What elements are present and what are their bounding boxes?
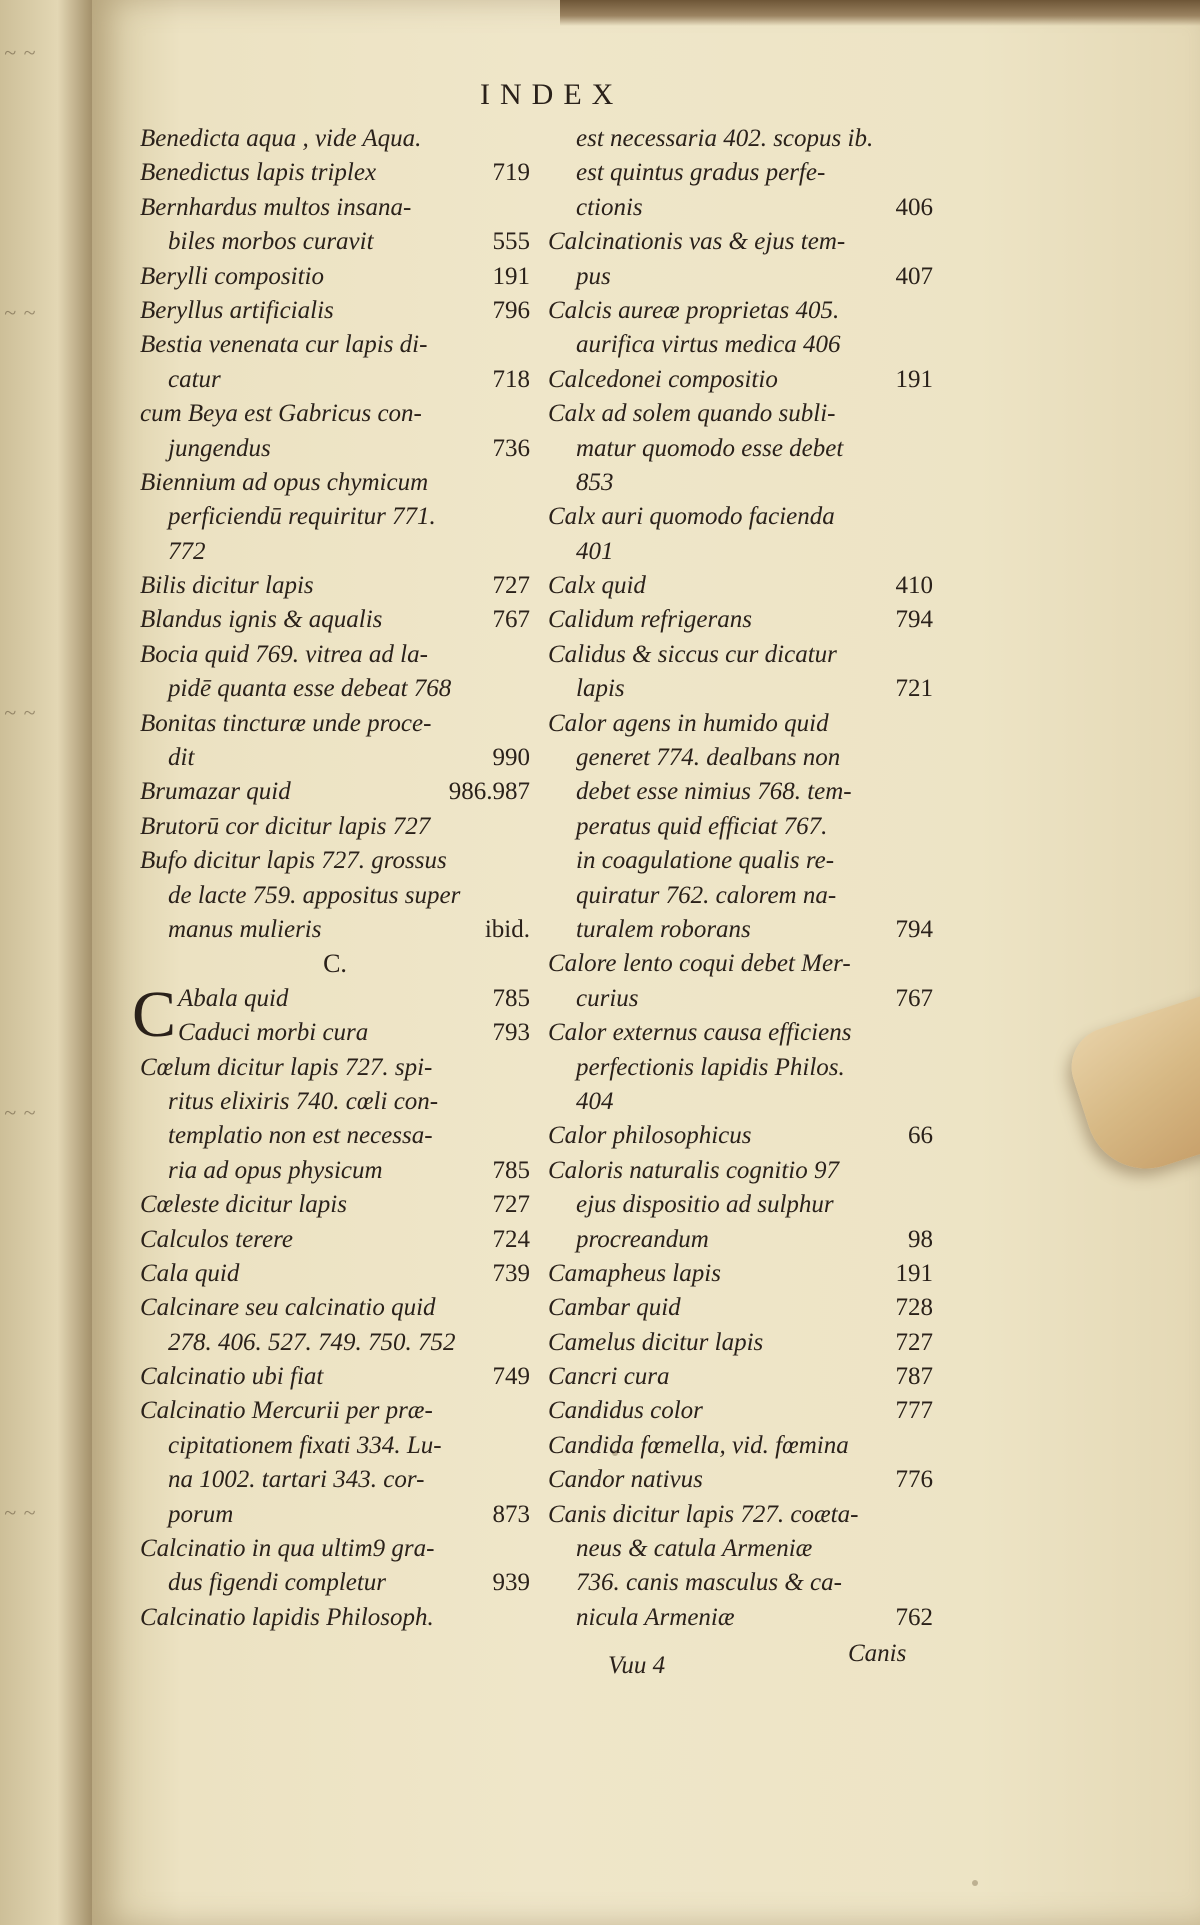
entry-text: Candor nativus	[548, 1466, 703, 1494]
index-entry	[140, 466, 530, 500]
entry-text: Calidus & siccus cur dicatur	[548, 640, 837, 668]
entry-page-number: 787	[895, 1363, 933, 1391]
entry-text: 853	[576, 468, 614, 496]
entry-text: Cœlum dicitur lapis 727. spi-	[140, 1053, 433, 1081]
index-entry	[140, 810, 530, 844]
entry-text: jungendus	[168, 434, 271, 462]
entry-page-number: 749	[492, 1363, 530, 1391]
entry-page-number: 406	[895, 193, 933, 221]
entry-page-number: 739	[492, 1259, 530, 1287]
entry-page-number: 785	[492, 1156, 530, 1184]
paper-spot	[972, 1880, 978, 1886]
entry-text: Blandus ignis & aqualis	[140, 606, 383, 634]
entry-page-number: 728	[895, 1294, 933, 1322]
entry-text: Calcinatio ubi fiat	[140, 1363, 324, 1391]
entry-page-number: 98	[908, 1225, 933, 1253]
index-entry	[548, 432, 933, 466]
entry-text: 772	[168, 537, 206, 565]
index-entry	[548, 1119, 933, 1153]
index-entry	[140, 1532, 530, 1566]
index-entry	[140, 225, 530, 259]
index-entry	[548, 982, 933, 1016]
entry-text: ritus elixiris 740. cœli con-	[168, 1087, 439, 1115]
entry-text: Bernhardus multos insana-	[140, 193, 412, 221]
entry-text: generet 774. dealbans non	[576, 744, 841, 772]
entry-page-number: 794	[895, 915, 933, 943]
entry-page-number: 727	[492, 1191, 530, 1219]
index-entry	[140, 535, 530, 569]
entry-page-number: ibid.	[484, 915, 530, 943]
index-entry	[548, 1188, 933, 1222]
index-entry	[548, 1566, 933, 1600]
index-entry	[548, 672, 933, 706]
index-entry	[140, 1257, 530, 1291]
facing-page-edge	[0, 0, 96, 1925]
entry-text: Bufo dicitur lapis 727. grossus	[140, 847, 447, 875]
entry-page-number: 724	[492, 1225, 530, 1253]
index-entry	[548, 1326, 933, 1360]
index-entry	[140, 1463, 530, 1497]
index-entry	[140, 156, 530, 190]
entry-text: perfectionis lapidis Philos.	[576, 1053, 845, 1081]
entry-page-number: 767	[492, 606, 530, 634]
entry-text: Calx quid	[548, 572, 646, 600]
index-entry	[548, 363, 933, 397]
index-entry	[548, 1154, 933, 1188]
index-column-right	[548, 122, 933, 1635]
index-entry	[548, 1394, 933, 1428]
index-entry	[548, 1429, 933, 1463]
entry-text: Calcinatio lapidis Philosoph.	[140, 1603, 434, 1631]
entry-text: Biennium ad opus chymicum	[140, 468, 429, 496]
entry-text: Calcis aureæ proprietas 405.	[548, 296, 840, 324]
bleed-text: ~ ~	[4, 300, 37, 325]
entry-text: Beryllus artificialis	[140, 296, 334, 324]
entry-text: peratus quid efficiat 767.	[576, 812, 828, 840]
entry-text: dit	[168, 744, 195, 772]
entry-text: turalem roborans	[576, 915, 751, 943]
index-entry	[548, 294, 933, 328]
entry-text: curius	[576, 984, 639, 1012]
index-entry	[548, 603, 933, 637]
drop-cap: C	[132, 977, 177, 1051]
index-entry	[548, 638, 933, 672]
index-entry	[140, 1326, 530, 1360]
index-entry	[140, 397, 530, 431]
bleed-text: ~ ~	[4, 1500, 37, 1525]
entry-text: pus	[576, 262, 611, 290]
entry-text: na 1002. tartari 343. cor-	[168, 1466, 425, 1494]
entry-text: Calore lento coqui debet Mer-	[548, 950, 851, 978]
entry-page-number: 873	[492, 1500, 530, 1528]
index-entry	[548, 844, 933, 878]
index-column-left	[132, 122, 530, 1635]
signature-mark: Vuu 4	[608, 1652, 666, 1679]
index-entry	[548, 1498, 933, 1532]
entry-text: Camelus dicitur lapis	[548, 1328, 764, 1356]
entry-text: Bestia venenata cur lapis di-	[140, 331, 428, 359]
index-entry	[548, 1601, 933, 1635]
entry-text: Calx auri quomodo facienda	[548, 503, 835, 531]
index-entry	[140, 260, 530, 294]
entry-page-number: 66	[908, 1122, 933, 1150]
entry-text: Benedicta aqua , vide Aqua.	[140, 125, 422, 152]
index-entry	[548, 1257, 933, 1291]
entry-text: quiratur 762. calorem na-	[576, 881, 837, 909]
index-entry	[548, 1223, 933, 1257]
entry-text: Candida fœmella, vid. fœmina	[548, 1431, 849, 1459]
page-header: INDEX	[480, 78, 624, 111]
entry-text: Berylli compositio	[140, 262, 324, 290]
entry-text: Bonitas tincturæ unde proce-	[140, 709, 432, 737]
index-entry	[548, 741, 933, 775]
index-entry	[548, 913, 933, 947]
index-entry	[140, 879, 530, 913]
index-entry	[548, 707, 933, 741]
section-letter	[140, 947, 530, 981]
index-entry	[140, 1085, 530, 1119]
bleed-text: ~ ~	[4, 1100, 37, 1125]
entry-text: est necessaria 402. scopus ib.	[576, 125, 874, 152]
index-entry	[548, 122, 933, 156]
entry-text: Cala quid	[140, 1259, 240, 1287]
index-entry	[548, 328, 933, 362]
entry-page-number: 410	[895, 572, 933, 600]
index-entry	[140, 603, 530, 637]
index-entry	[548, 191, 933, 225]
entry-page-number: 793	[492, 1019, 530, 1047]
index-entry	[548, 879, 933, 913]
bleed-text: ~ ~	[4, 700, 37, 725]
entry-text: biles morbos curavit	[168, 228, 374, 256]
entry-text: C.	[323, 949, 347, 979]
entry-page-number: 785	[492, 984, 530, 1012]
entry-text: Cambar quid	[548, 1294, 681, 1322]
index-entry	[140, 1016, 530, 1050]
entry-page-number: 719	[492, 159, 530, 187]
index-entry	[140, 638, 530, 672]
entry-text: ctionis	[576, 193, 643, 221]
entry-page-number: 777	[895, 1397, 933, 1425]
entry-text: Calcinatio Mercurii per præ-	[140, 1397, 433, 1425]
index-entry	[548, 1532, 933, 1566]
index-entry	[548, 466, 933, 500]
entry-page-number: 191	[895, 1259, 933, 1287]
index-entry	[140, 775, 530, 809]
entry-page-number: 986.987	[448, 778, 530, 806]
index-entry	[140, 191, 530, 225]
index-entry	[548, 569, 933, 603]
entry-page-number: 776	[895, 1466, 933, 1494]
index-entry	[548, 775, 933, 809]
entry-text: procreandum	[576, 1225, 709, 1253]
entry-text: Camapheus lapis	[548, 1259, 721, 1287]
index-entry	[140, 432, 530, 466]
index-entry	[140, 328, 530, 362]
index-entry	[140, 294, 530, 328]
index-entry	[548, 1051, 933, 1085]
entry-text: Bilis dicitur lapis	[140, 572, 314, 600]
entry-text: matur quomodo esse debet	[576, 434, 844, 462]
entry-text: perficiendū requiritur 771.	[168, 503, 436, 531]
entry-page-number: 721	[895, 675, 933, 703]
bleed-text: ~ ~	[4, 40, 37, 65]
index-entry	[140, 569, 530, 603]
entry-text: est quintus gradus perfe-	[576, 159, 826, 187]
entry-page-number: 555	[492, 228, 530, 256]
entry-text: templatio non est necessa-	[168, 1122, 433, 1150]
index-entry	[140, 1394, 530, 1428]
entry-text: Candidus color	[548, 1397, 703, 1425]
entry-text: Brumazar quid	[140, 778, 291, 806]
entry-text: Calcinationis vas & ejus tem-	[548, 228, 846, 256]
index-entry	[548, 1291, 933, 1325]
entry-page-number: 939	[492, 1569, 530, 1597]
entry-text: Calx ad solem quando subli-	[548, 400, 836, 428]
index-entry	[140, 1051, 530, 1085]
index-entry	[548, 947, 933, 981]
index-entry	[548, 1085, 933, 1119]
entry-text: Calidum refrigerans	[548, 606, 752, 634]
entry-text: dus figendi completur	[168, 1569, 387, 1597]
entry-text: de lacte 759. appositus super	[168, 881, 461, 909]
entry-page-number: 736	[492, 434, 530, 462]
entry-text: 278. 406. 527. 749. 750. 752	[168, 1328, 456, 1356]
entry-text: 736. canis masculus & ca-	[576, 1569, 842, 1597]
entry-text: Bocia quid 769. vitrea ad la-	[140, 640, 428, 668]
entry-page-number: 762	[895, 1603, 933, 1631]
entry-text: cum Beya est Gabricus con-	[140, 400, 422, 428]
index-entry	[140, 707, 530, 741]
index-entry	[140, 122, 530, 156]
index-entry	[548, 500, 933, 534]
entry-text: porum	[168, 1500, 234, 1528]
entry-page-number: 727	[492, 572, 530, 600]
index-entry	[140, 672, 530, 706]
entry-text: Calor agens in humido quid	[548, 709, 829, 737]
index-entry	[140, 1223, 530, 1257]
entry-text: Cœleste dicitur lapis	[140, 1191, 347, 1219]
index-entry	[140, 1360, 530, 1394]
entry-text: ria ad opus physicum	[168, 1156, 383, 1184]
entry-text: 404	[576, 1087, 614, 1115]
entry-text: Caloris naturalis cognitio 97	[548, 1156, 840, 1184]
catchword: Canis	[848, 1640, 907, 1667]
entry-page-number: 794	[895, 606, 933, 634]
entry-text: 401	[576, 537, 614, 565]
index-entry	[548, 260, 933, 294]
entry-text: Calculos terere	[140, 1225, 293, 1253]
entry-text: ejus dispositio ad sulphur	[576, 1191, 834, 1219]
entry-text: Calcinatio in qua ultim9 gra-	[140, 1535, 435, 1563]
entry-text: debet esse nimius 768. tem-	[576, 778, 852, 806]
entry-page-number: 191	[492, 262, 530, 290]
index-entry	[548, 225, 933, 259]
entry-text: pidē quanta esse debeat 768	[168, 675, 452, 703]
index-entry	[548, 156, 933, 190]
entry-text: Calor philosophicus	[548, 1122, 752, 1150]
entry-text: neus & catula Armeniæ	[576, 1535, 813, 1563]
index-entry	[140, 844, 530, 878]
index-entry	[548, 1016, 933, 1050]
entry-page-number: 727	[895, 1328, 933, 1356]
index-entry	[140, 1119, 530, 1153]
entry-text: Abala quid	[178, 984, 289, 1012]
index-entry	[140, 500, 530, 534]
index-entry	[140, 363, 530, 397]
entry-text: nicula Armeniæ	[576, 1603, 735, 1631]
entry-page-number: 407	[895, 262, 933, 290]
entry-text: lapis	[576, 675, 625, 703]
index-entry	[548, 1360, 933, 1394]
index-entry	[548, 397, 933, 431]
index-entry	[140, 1188, 530, 1222]
entry-text: manus mulieris	[168, 915, 322, 943]
index-entry	[140, 913, 530, 947]
entry-text: Brutorū cor dicitur lapis 727	[140, 812, 431, 840]
entry-text: Benedictus lapis triplex	[140, 159, 377, 187]
entry-text: in coagulatione qualis re-	[576, 847, 835, 875]
entry-text: Calor externus causa efficiens	[548, 1019, 852, 1047]
entry-page-number: 191	[895, 365, 933, 393]
index-entry	[140, 1498, 530, 1532]
entry-page-number: 796	[492, 296, 530, 324]
entry-text: Caduci morbi cura	[178, 1019, 369, 1047]
entry-text: Canis dicitur lapis 727. coæta-	[548, 1500, 859, 1528]
index-entry	[140, 1291, 530, 1325]
index-entry	[548, 1463, 933, 1497]
index-entry	[140, 1429, 530, 1463]
entry-text: aurifica virtus medica 406	[576, 331, 841, 359]
index-entry	[140, 1566, 530, 1600]
index-entry	[140, 1154, 530, 1188]
entry-text: Calcinare seu calcinatio quid	[140, 1294, 436, 1322]
entry-text: catur	[168, 365, 221, 393]
index-entry	[140, 741, 530, 775]
index-entry	[548, 810, 933, 844]
entry-text: Calcedonei compositio	[548, 365, 778, 393]
entry-page-number: 767	[895, 984, 933, 1012]
page-top-edge	[560, 0, 1200, 26]
entry-page-number: 990	[492, 744, 530, 772]
entry-text: Cancri cura	[548, 1363, 670, 1391]
entry-text: cipitationem fixati 334. Lu-	[168, 1431, 442, 1459]
index-entry	[140, 1601, 530, 1635]
entry-page-number: 718	[492, 365, 530, 393]
index-entry	[548, 535, 933, 569]
